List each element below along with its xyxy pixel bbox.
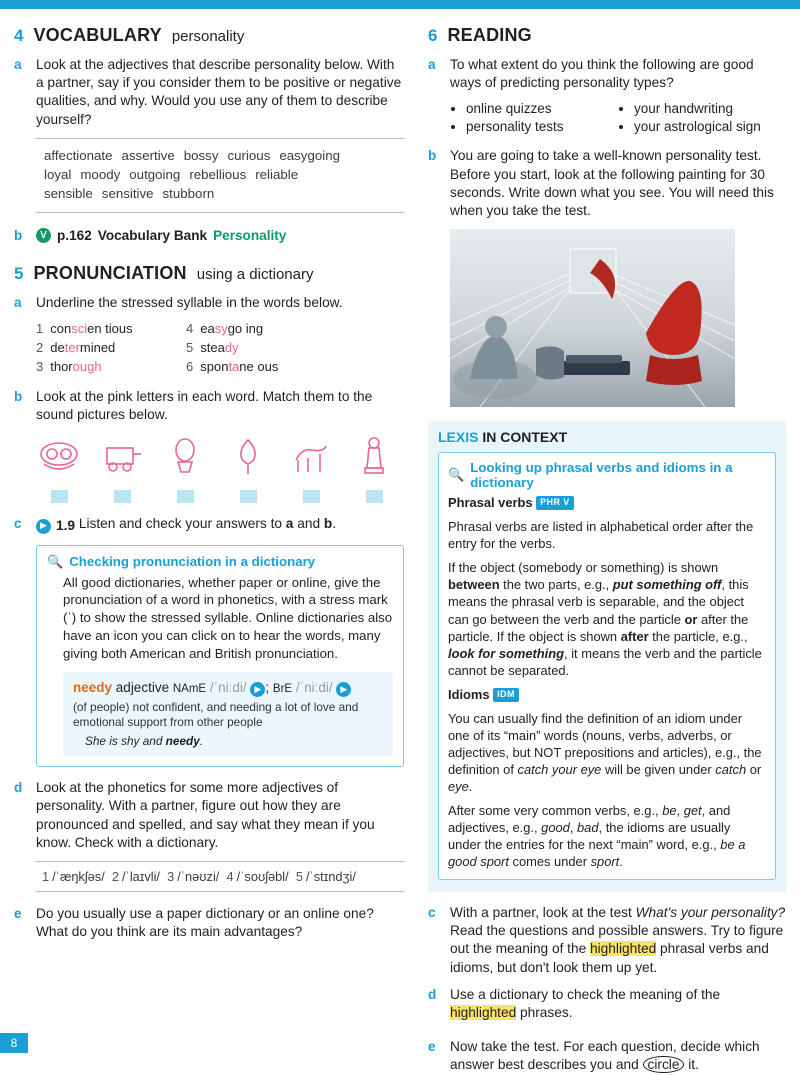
lexis-box (438, 452, 776, 880)
exercise-6b (428, 147, 786, 220)
answer-box[interactable] (177, 490, 194, 503)
section-title: PRONUNCIATION (33, 262, 187, 283)
item-number: 1 (36, 320, 44, 336)
exercise-label: c (428, 904, 436, 920)
stress-word-column (186, 321, 336, 378)
section-pronunciation-header (14, 263, 404, 284)
example-word: needy (165, 734, 200, 749)
exercise-text (36, 515, 404, 535)
text-run: the particle, e.g., (648, 628, 748, 644)
zebra-icon (288, 434, 334, 480)
circled-word: circle (643, 1056, 685, 1073)
speaker-icon: ▶ (36, 519, 51, 534)
syllable-pre: spon (200, 358, 229, 374)
item-number: 4 (186, 320, 194, 336)
stress-word (36, 359, 186, 374)
text-run: With a partner, look at the test (450, 904, 636, 920)
vocabulary-bank-label: Vocabulary Bank (97, 227, 208, 243)
text-run: phrases. (516, 1005, 573, 1021)
magnifier-icon: 🔍 (47, 553, 64, 569)
item-number: 4 (226, 869, 234, 885)
part-of-speech: adjective (115, 679, 170, 695)
sound-picture[interactable] (162, 434, 208, 503)
phrasal-verb-tag: PHR V (536, 496, 574, 510)
dictionary-headword: needy (73, 679, 113, 695)
text-run: Now take the test. For each question, decide which answer best describes you and (450, 1039, 760, 1073)
dictionary-example (85, 734, 383, 748)
syllable-pre: ea (200, 320, 215, 336)
text-run: will be given under (601, 761, 716, 777)
lexis-title-black: IN CONTEXT (482, 429, 568, 446)
left-column (0, 9, 418, 1061)
exercise-text: To what extent do you think the following are good ways of predicting personality types? (450, 57, 754, 91)
page-number: 8 (0, 1033, 28, 1053)
word: outgoing (129, 167, 181, 183)
namE-phonetic: /ˈniːdi/ (209, 679, 247, 695)
audio-track[interactable] (36, 517, 75, 535)
lexis-panel-title (438, 429, 776, 445)
syllable-pre: de (50, 339, 65, 355)
surrealist-painting-image (450, 229, 735, 407)
example-phrase: put something off (612, 577, 722, 593)
exercise-label: b (14, 388, 23, 404)
egg-icon (162, 434, 208, 480)
phonetic-item (112, 869, 160, 884)
section-title: VOCABULARY (33, 25, 162, 45)
text-run: Read the questions and possible answers. Try to figure out the meaning of the (450, 923, 784, 957)
emphasis-between: between (448, 577, 500, 593)
word: curious (227, 147, 271, 163)
exercise-label: a (428, 57, 436, 72)
ref-a: a (285, 516, 294, 532)
answer-box[interactable] (51, 490, 68, 503)
vocabulary-bank-link[interactable] (36, 227, 404, 245)
list-item: • online quizzes (466, 101, 618, 116)
exercise-label: e (14, 906, 22, 922)
exercise-text: Look at the phonetics for some more adjectives of personality. With a partner, figure out how they are pronounced and spelled, and say what they mean if you know. Check with a dictionary. (36, 780, 375, 850)
syllable-post: go ing (227, 320, 264, 336)
syllable-post: mined (79, 339, 116, 355)
example-word: sport (590, 853, 620, 869)
options-column-left (450, 101, 618, 137)
highlighted-word: highlighted (450, 1005, 517, 1021)
stress-word (36, 340, 186, 355)
exercise-text: Underline the stressed syllable in the words below. (36, 294, 343, 310)
word: assertive (121, 147, 175, 163)
word: reliable (255, 167, 299, 183)
sound-picture[interactable] (225, 434, 271, 503)
text-run: , this means the phrasal verb is separable, and the object can go between the verb and the particle (448, 577, 749, 627)
example-word: bad (577, 819, 599, 835)
speaker-icon[interactable]: ▶ (336, 682, 351, 697)
train-icon (99, 434, 145, 480)
phonetics-list (36, 861, 404, 892)
example-word: eye (448, 778, 469, 794)
tip-box-pronunciation (36, 545, 404, 768)
exercise-label: b (428, 148, 437, 164)
subheading-text: Phrasal verbs (448, 495, 533, 511)
track-number: 1.9 (56, 518, 76, 534)
lexis-paragraph-1: Phrasal verbs are listed in alphabetical order after the entry for the verbs. (448, 519, 754, 552)
item-number: 2 (36, 339, 44, 355)
section-title: READING (447, 25, 532, 45)
magnifier-icon: 🔍 (448, 467, 465, 483)
word: rebellious (189, 167, 247, 183)
idiom-tag: IDM (493, 688, 519, 702)
text-run: after the particle. If the object is shown (448, 611, 749, 644)
conjunction: and (293, 516, 324, 532)
stress-word (186, 359, 336, 374)
item-number: 5 (295, 869, 303, 885)
phonetic-item (42, 869, 105, 884)
phonetic-item (167, 869, 219, 884)
vocabulary-word-list (36, 138, 404, 213)
lexis-subheading-idioms (448, 686, 766, 703)
lexis-header (448, 460, 766, 490)
highlighted-word: highlighted (590, 941, 657, 957)
dictionary-entry-headline: needy adjective NAmE /ˈniːdi/ ▶ ; BrE /ˈniːdi/ ▶ (73, 680, 383, 697)
phonetic-transcription: /ˈstɪndʒi/ (305, 869, 356, 885)
exercise-6d (428, 986, 786, 1022)
text-run: , it means the verb and the particle cannot be separated. (448, 645, 762, 678)
word: easygoing (279, 147, 340, 163)
item-number: 6 (186, 358, 194, 374)
exercise-text-post: . (332, 516, 337, 532)
text-run: phrasal verbs and idioms, but don't look them up yet. (450, 941, 769, 975)
item-number: 1 (42, 869, 50, 885)
exercise-label: e (428, 1039, 436, 1055)
test-title: What's your personality? (635, 904, 786, 920)
text-run: , (676, 802, 684, 818)
stress-word (186, 340, 336, 355)
exercise-5c (14, 515, 404, 535)
text-run: If the object (somebody or something) is shown (448, 560, 719, 576)
vocabulary-bank-icon: V (36, 228, 51, 243)
example-word: good (541, 819, 570, 835)
exercise-label: b (14, 227, 23, 243)
example-post: . (199, 734, 204, 749)
word: loyal (44, 167, 72, 183)
list-item: • your handwriting (634, 101, 786, 116)
dictionary-entry (63, 672, 393, 757)
phonetic-transcription: /ˈlaɪvli/ (122, 869, 160, 885)
brE-phonetic: /ˈniːdi/ (295, 679, 333, 695)
exercise-text (450, 904, 786, 977)
exercise-4a (14, 56, 404, 129)
word: bossy (183, 147, 219, 163)
stress-word (186, 321, 336, 336)
text-run: or (746, 761, 762, 777)
exercise-6a (428, 56, 786, 92)
example-phrase: be a good sport (448, 836, 746, 869)
phonetic-item (296, 869, 356, 884)
item-number: 3 (167, 869, 175, 885)
tip-title: Checking pronunciation in a dictionary (69, 554, 316, 569)
section-subtitle: using a dictionary (196, 265, 314, 283)
text-run: comes under (508, 853, 591, 869)
exercise-5b (14, 388, 404, 424)
syllable-stressed: ta (228, 358, 240, 374)
lexis-subheading-phrasal-verbs (448, 494, 766, 511)
exercise-text: You are going to take a well-known personality test. Before you start, look at the following painting for 30 seconds. Write down what you see. You will need this when you take the test. (450, 148, 774, 219)
example-pre: She is shy and (85, 734, 166, 749)
word: affectionate (44, 147, 113, 163)
ref-b: b (323, 516, 333, 532)
example-word: catch (715, 761, 747, 777)
exercise-label: a (14, 294, 22, 310)
emphasis-after: after (620, 628, 649, 644)
syllable-stressed: sy (214, 320, 228, 336)
exercise-text-pre: Listen and check your answers to (78, 516, 286, 532)
sound-picture[interactable] (288, 434, 334, 503)
example-word: be (662, 802, 677, 818)
text-run: it. (684, 1057, 699, 1073)
exercise-label: d (428, 986, 437, 1002)
exercise-5e (14, 905, 404, 941)
lexis-paragraph-3 (448, 710, 766, 795)
lexis-paragraph-4 (448, 802, 766, 870)
syllable-post: en tious (87, 320, 133, 336)
exercise-5d (14, 779, 404, 852)
list-item: • personality tests (466, 119, 618, 134)
lexis-title-blue: LEXIS (438, 429, 479, 446)
exercise-text: Do you usually use a paper dictionary or an online one? What do you think are its main advantages? (36, 906, 374, 940)
phone-icon (36, 434, 82, 480)
example-phrase: look for something (448, 645, 565, 661)
right-column (418, 9, 800, 1073)
exercise-label: c (14, 516, 22, 532)
text-run: , the idioms are usually under the entries for the next “main” word, e.g., (448, 819, 731, 852)
chess-piece-icon (351, 434, 397, 480)
lexis-paragraph-2 (448, 559, 766, 678)
phonetic-transcription: /ˈnəʊzi/ (177, 869, 220, 885)
stress-word (36, 321, 186, 336)
stress-word-grid (36, 321, 404, 378)
text-run: . (468, 778, 473, 794)
text-run: Use a dictionary to check the meaning of the (450, 986, 721, 1002)
text-run: You can usually find the definition of an idiom under one of its “main” words (nouns, verbs, adverbs, or adjectives, but NOT prepositions and articles), e.g., the definition of (448, 710, 762, 777)
exercise-label: d (14, 780, 23, 796)
sound-picture[interactable] (36, 434, 82, 503)
exercise-text: Look at the pink letters in each word. Match them to the sound pictures below. (36, 388, 373, 423)
syllable-stressed: dy (224, 339, 239, 355)
answer-box[interactable] (366, 490, 383, 503)
emphasis-or: or (684, 611, 698, 627)
speaker-icon[interactable]: ▶ (250, 682, 265, 697)
syllable-pre: stea (200, 339, 225, 355)
syllable-stressed: ough (72, 358, 102, 374)
dictionary-definition: (of people) not confident, and needing a lot of love and emotional support from other people (73, 699, 359, 729)
tip-body: All good dictionaries, whether paper or online, give the pronunciation of a word in phonetics, with a stress mark (ˈ) to show the stressed syllable. Online dictionaries also have an icon you can click on to hear the words, many giving both American and British pronunciation. (63, 574, 393, 661)
tree-icon (225, 434, 271, 480)
item-number: 3 (36, 358, 44, 374)
sound-picture[interactable] (99, 434, 145, 503)
word: sensible (44, 186, 93, 202)
prediction-options (450, 101, 786, 137)
answer-box[interactable] (240, 490, 257, 503)
section-number: 6 (428, 26, 438, 45)
answer-box[interactable] (303, 490, 320, 503)
brE-label: BrE (272, 682, 293, 695)
vocabulary-bank-topic: Personality (213, 227, 287, 243)
section-reading-header (428, 25, 786, 46)
exercise-6c (428, 904, 786, 977)
syllable-pre: thor (50, 358, 73, 374)
text-run: After some very common verbs, e.g., (448, 802, 663, 818)
page-body (0, 9, 800, 1073)
text-run: . (619, 853, 623, 869)
word: stubborn (162, 186, 215, 202)
exercise-4b (14, 227, 404, 245)
namE-label: NAmE (172, 682, 207, 695)
syllable-stressed: ter (64, 339, 80, 355)
section-vocabulary-header (14, 25, 404, 46)
example-phrase: catch your eye (517, 761, 602, 777)
exercise-label: a (14, 57, 22, 72)
text-run: , and adjectives, e.g., (448, 802, 731, 835)
item-number: 5 (186, 339, 194, 355)
lexis-heading: Looking up phrasal verbs and idioms in a dictionary (470, 460, 733, 491)
top-accent-bar (0, 0, 800, 9)
section-number: 4 (14, 26, 24, 45)
list-item: • your astrological sign (634, 119, 786, 134)
section-number: 5 (14, 263, 24, 283)
phonetic-item (226, 869, 288, 884)
answer-box[interactable] (114, 490, 131, 503)
lexis-in-context-panel (428, 421, 786, 892)
phonetic-transcription: /ˈsoʊʃəbl/ (236, 869, 289, 885)
syllable-stressed: sci (71, 320, 88, 336)
example-word: get (683, 802, 702, 818)
options-column-right (618, 101, 786, 137)
item-number: 2 (111, 869, 119, 885)
word: sensitive (101, 186, 154, 202)
syllable-pre: con (50, 320, 72, 336)
tip-header (47, 554, 393, 570)
text-run: , (569, 819, 578, 835)
section-subtitle: personality (171, 28, 245, 45)
exercise-text (450, 986, 786, 1022)
vocabulary-bank-page: p.162 (57, 227, 92, 243)
exercise-text (450, 1038, 786, 1074)
word: moody (80, 167, 121, 183)
stress-word-column (36, 321, 186, 378)
subheading-text: Idioms (448, 686, 490, 702)
exercise-5a (14, 294, 404, 312)
sound-picture[interactable] (351, 434, 397, 503)
sound-picture-row (36, 434, 404, 503)
syllable-post: ne ous (239, 358, 279, 374)
text-run: the two parts, e.g., (499, 577, 613, 593)
phonetic-transcription: /ˈæŋkʃəs/ (52, 869, 105, 885)
exercise-text: Look at the adjectives that describe personality below. With a partner, say if you consider them to be positive or negative qualities, and why. Would you use any of them to describe yourself? (36, 57, 402, 127)
exercise-6e (428, 1038, 786, 1074)
